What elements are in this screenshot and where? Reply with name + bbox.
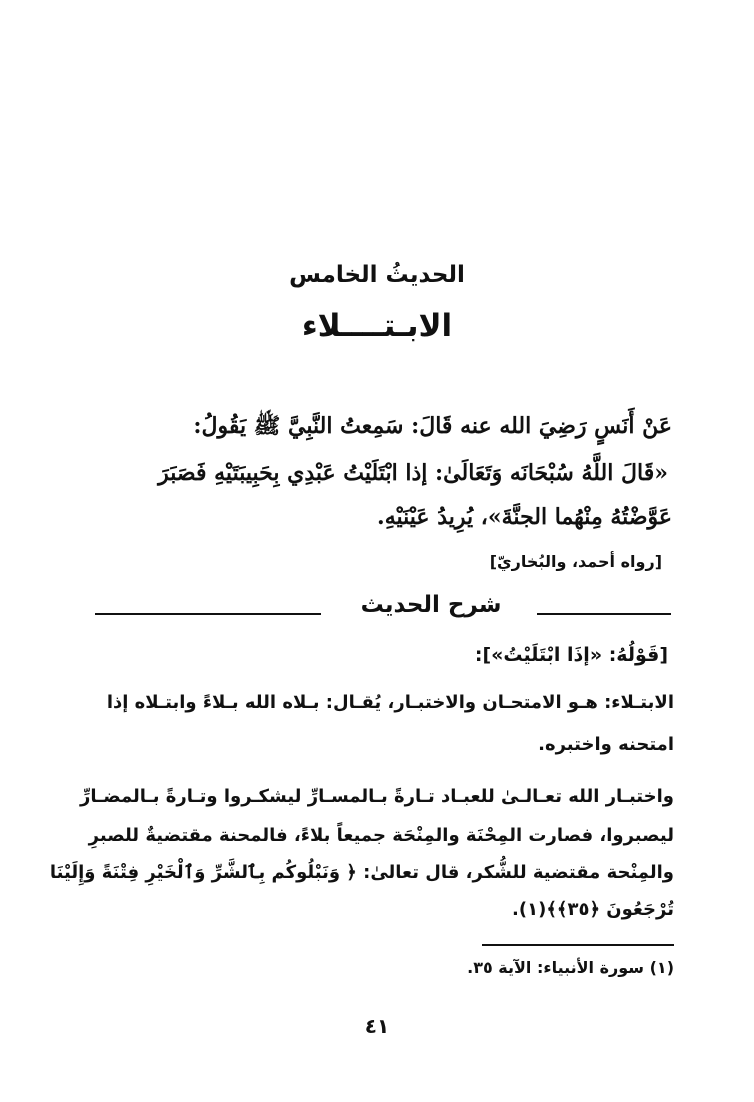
hadith-text-line: عَوَّضْتُهُ مِنْهُما الجنَّةَ»، يُرِيدُ عَيْنَيْهِ. [377, 504, 672, 530]
paragraph-line: والمِنْحة مقتضية للشُّكر، قال تعالىٰ: ﴿ وَنَبْلُوكُم بِٱلشَّرِّ وَٱلْخَيْرِ فِتْنَةً وَإِلَيْنَا [49, 862, 674, 883]
paragraph-line: واختبـار الله تعـالـىٰ للعبـاد تـارةً بـالمسـارِّ ليشكـروا وتـارةً بـالمضـارِّ [79, 786, 674, 807]
hadith-text-line: «قَالَ اللَّهُ سُبْحَانَه وَتَعَالَىٰ: إذا ابْتَلَيْتُ عَبْدِي بِحَبِيبَتَيْهِ فَصَبَرَ [158, 460, 668, 486]
hadith-text-line: عَنْ أَنَسٍ رَضِيَ الله عنه قَالَ: سَمِعتُ النَّبِيَّ ﷺ يَقُولُ: [193, 413, 672, 439]
heading-rule-left [95, 613, 321, 615]
heading-rule-right [537, 613, 671, 615]
section-title: الابـتــــلاء [301, 308, 453, 344]
chapter-title: الحديثُ الخامس [289, 262, 465, 288]
commentary-heading-label: شرح الحديث [360, 592, 502, 618]
paragraph-line: امتحنه واختبره. [538, 734, 674, 755]
footnote: (١) سورة الأنبياء: الآية ٣٥. [467, 958, 674, 977]
page-number: ٤١ [364, 1014, 390, 1038]
footnote-separator [482, 944, 674, 946]
paragraph-line: الابتـلاء: هـو الامتحـان والاختبـار، يُقـال: بـلاه الله بـلاءً وابتـلاه إذا [106, 692, 674, 713]
hadith-source: [رواه أحمد، والبُخاريّ] [489, 552, 662, 571]
quoted-phrase: [قَوْلُهُ: «إذَا ابْتَلَيْتُ»]: [474, 644, 668, 666]
paragraph-line: تُرْجَعُونَ ﴿٣٥﴾﴾(١). [512, 899, 674, 920]
paragraph-line: ليصبروا، فصارت المِحْنَة والمِنْحَة جميعاً بلاءً، فالمحنة مقتضيةٌ للصبرِ [88, 825, 674, 846]
commentary-heading [95, 592, 671, 628]
